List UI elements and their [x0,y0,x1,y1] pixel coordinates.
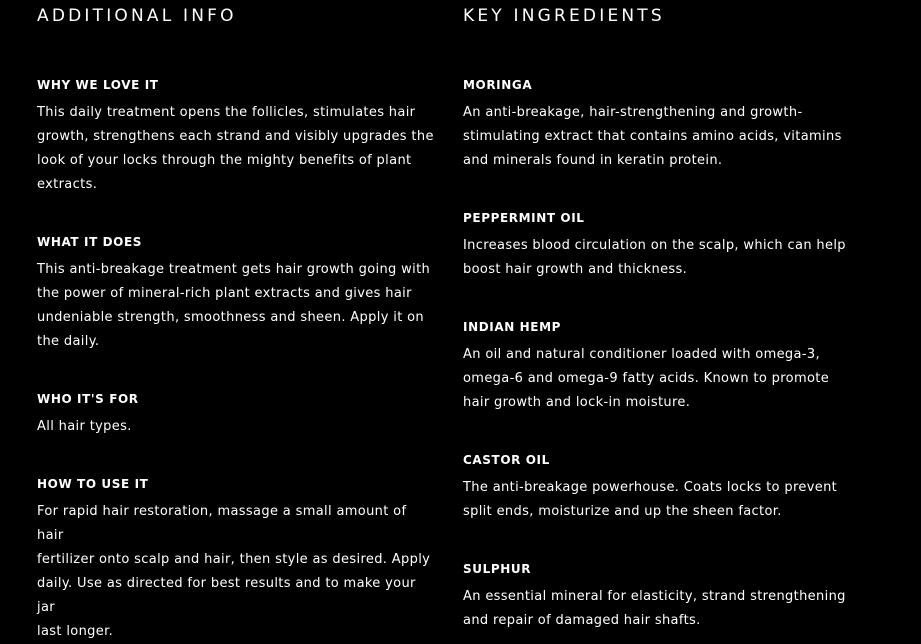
section-body: This daily treatment opens the follicles, stimulates hair growth, strengthens each strand and visibly upgrades the look of your locks through the mighty benefits of plant extracts. [37,105,434,192]
ingredient-body: The anti-breakage powerhouse. Coats locks to prevent split ends, moisturize and up the sheen factor. [463,480,838,519]
ingredient-moringa [463,77,842,173]
section-heading: HOW TO USE IT [37,477,149,491]
ingredient-body: An essential mineral for elasticity, strand strengthening and repair of damaged hair shafts. [463,589,846,628]
section-body: All hair types. [37,419,132,434]
ingredient-body: An anti-breakage, hair-strengthening and growth- stimulating extract that contains amino acids, vitamins and minerals found in keratin protein. [463,105,842,168]
ingredient-peppermint-oil [463,210,846,282]
ingredient-indian-hemp [463,319,829,415]
section-heading: WHO IT'S FOR [37,392,139,406]
section-what-it-does [37,234,430,354]
ingredient-heading: SULPHUR [463,562,532,576]
ingredient-heading: MORINGA [463,78,533,92]
ingredient-heading: PEPPERMINT OIL [463,211,585,225]
section-how-to-use-it [37,476,437,644]
ingredient-sulphur [463,561,846,633]
section-heading: WHY WE LOVE IT [37,78,159,92]
ingredient-heading: CASTOR OIL [463,453,550,467]
ingredient-body: An oil and natural conditioner loaded with omega-3, omega-6 and omega-9 fatty acids. Known to promote hair growth and lock-in moisture. [463,347,830,410]
ingredient-body: Increases blood circulation on the scalp, which can help boost hair growth and thickness. [463,238,846,277]
section-who-its-for [37,391,139,439]
key-ingredients-title: KEY INGREDIENTS [463,6,665,26]
ingredient-castor-oil [463,452,837,524]
section-body: This anti-breakage treatment gets hair growth going with the power of mineral-rich plant extracts and gives hair undeniable strength, smoothness and sheen. Apply it on the daily. [37,262,431,349]
additional-info-title: ADDITIONAL INFO [37,6,237,26]
ingredient-heading: INDIAN HEMP [463,320,562,334]
section-body: For rapid hair restoration, massage a small amount of hair fertilizer onto scalp and hair, then style as desired. Apply daily. Use as directed for best results and to make your jar last longer. [37,504,431,639]
section-heading: WHAT IT DOES [37,235,143,249]
section-why-we-love-it [37,77,434,197]
